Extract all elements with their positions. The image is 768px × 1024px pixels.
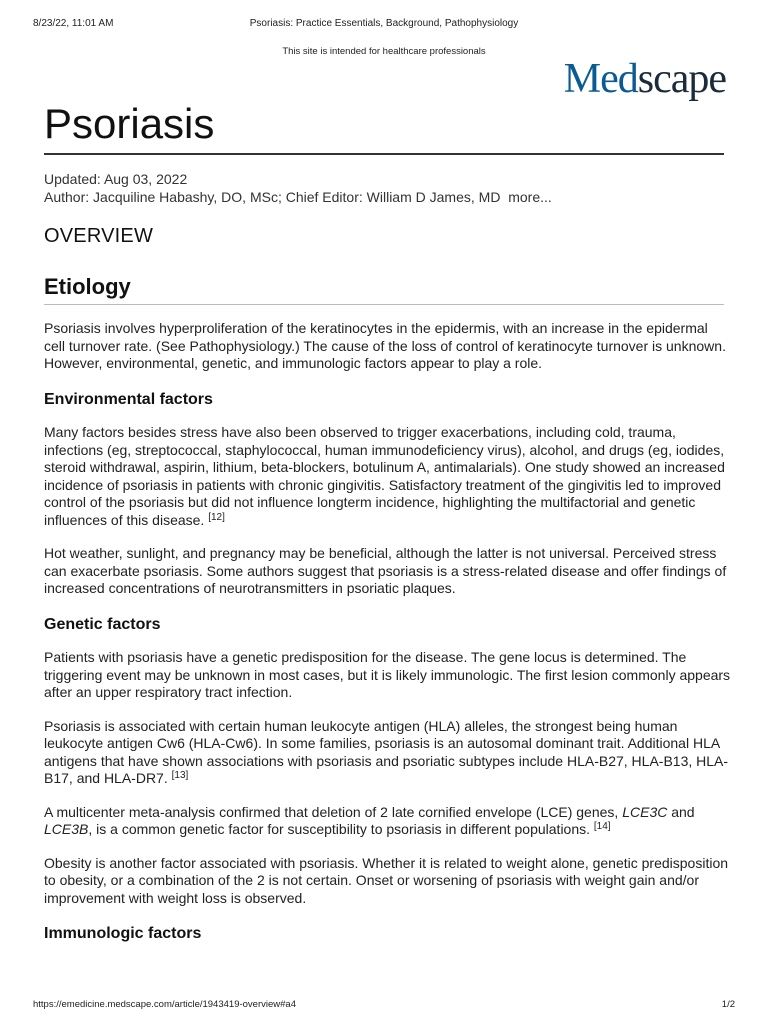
author-text: Author: Jacquiline Habashy, DO, MSc; Chief Editor: William D James, MD bbox=[44, 189, 501, 205]
env-p2-text: Hot weather, sunlight, and pregnancy may be beneficial, although the latter is not universal. Perceived stress can exacerbate psoriasis. Some authors suggest that psoriasis is a stress-related disease and offer findings of increased concentrations of neurotransmitters in psoriatic plaques. bbox=[44, 545, 727, 596]
more-authors-link[interactable]: more... bbox=[508, 189, 552, 205]
intro-text: Psoriasis involves hyperproliferation of the keratinocytes in the epidermis, with an increase in the epidermal cell turnover rate. (See Pathophysiology.) The cause of the loss of control of keratinocyte turnover is unknown. However, environmental, genetic, and immunologic factors appear to play a role. bbox=[44, 320, 726, 371]
heading-divider bbox=[44, 304, 724, 305]
intro-paragraph bbox=[44, 320, 732, 373]
gen-paragraph-2 bbox=[44, 718, 732, 788]
ref-13-link[interactable]: [13] bbox=[171, 770, 189, 781]
gen-p3-text-a: A multicenter meta-analysis confirmed that deletion of 2 late cornified envelope (LCE) genes, bbox=[44, 803, 619, 820]
env-paragraph-2 bbox=[44, 545, 732, 598]
ref-12-link[interactable]: [12] bbox=[208, 511, 225, 523]
page-number: 1/2 bbox=[721, 999, 735, 1010]
section-heading: Etiology bbox=[44, 274, 131, 299]
env-p1-text: Many factors besides stress have also been observed to trigger exacerbations, including cold, trauma, infections (eg, streptococcal, staphylococcal, human immunodeficiency virus), alcohol, and drugs (eg, iodides, steroid withdrawal, aspirin, lithium, beta-blockers, botulinum A, antimalarials). One study showed an increased incidence of psoriasis in patients with chronic gingivitis. Satisfactory treatment of the gingivitis led to improved control of the psoriasis but did not influence longterm incidence, highlighting the multifactorial and genetic influences of this disease. bbox=[44, 424, 725, 528]
gen-p3-text-b: , is a common genetic factor for susceptibility to psoriasis in different populations. bbox=[88, 821, 591, 837]
gene-lce3b: LCE3B bbox=[44, 821, 89, 837]
section-label: OVERVIEW bbox=[44, 225, 154, 247]
gen-p4-text: Obesity is another factor associated with psoriasis. Whether it is related to weight alone, genetic predisposition to obesity, or a combination of the 2 is not certain. Onset or worsening of psoriasis with weight gain and/or improvement with weight loss is observed. bbox=[44, 854, 729, 906]
logo-med: Med bbox=[563, 56, 638, 102]
gen-paragraph-3 bbox=[44, 804, 732, 839]
gen-p2-text: Psoriasis is associated with certain human leukocyte antigen (HLA) alleles, the strongest being human leukocyte antigen Cw6 (HLA-Cw6). In some families, psoriasis is an autosomal dominant trait. Additional HLA antigens that have shown associations with psoriasis and psoriatic subtypes include HLA-B27, HLA-B13, HLA-B17, and HLA-DR7. bbox=[44, 717, 729, 786]
article-meta bbox=[44, 170, 552, 206]
article-title: Psoriasis bbox=[44, 100, 215, 147]
imm-factors-heading: Immunologic factors bbox=[44, 925, 202, 942]
hcp-notice: This site is intended for healthcare professionals bbox=[282, 46, 486, 57]
print-datetime: 8/23/22, 11:01 AM bbox=[33, 18, 114, 29]
updated-date: Updated: Aug 03, 2022 bbox=[44, 171, 188, 187]
gen-factors-heading: Genetic factors bbox=[44, 615, 161, 633]
gen-p3-and: and bbox=[671, 803, 695, 820]
gen-p1-text: Patients with psoriasis have a genetic predisposition for the disease. The gene locus is determined. The triggering event may be unknown in most cases, but it is likely immunologic. The first lesion commonly appears after an upper respiratory tract infection. bbox=[44, 649, 731, 700]
ref-14-link[interactable]: [14] bbox=[593, 821, 611, 832]
gen-paragraph-1 bbox=[44, 649, 732, 702]
article-body bbox=[44, 320, 732, 959]
gene-lce3c: LCE3C bbox=[622, 803, 668, 820]
author-line bbox=[44, 188, 552, 206]
logo-scape: scape bbox=[637, 56, 726, 102]
gen-paragraph-4 bbox=[44, 855, 732, 908]
env-paragraph-1 bbox=[44, 424, 732, 529]
medscape-logo[interactable] bbox=[564, 58, 726, 100]
page-url: https://emedicine.medscape.com/article/1943419-overview#a4 bbox=[33, 999, 296, 1010]
env-factors-heading: Environmental factors bbox=[44, 390, 213, 408]
print-page-title: Psoriasis: Practice Essentials, Background, Pathophysiology bbox=[249, 18, 519, 29]
title-divider bbox=[44, 153, 724, 155]
